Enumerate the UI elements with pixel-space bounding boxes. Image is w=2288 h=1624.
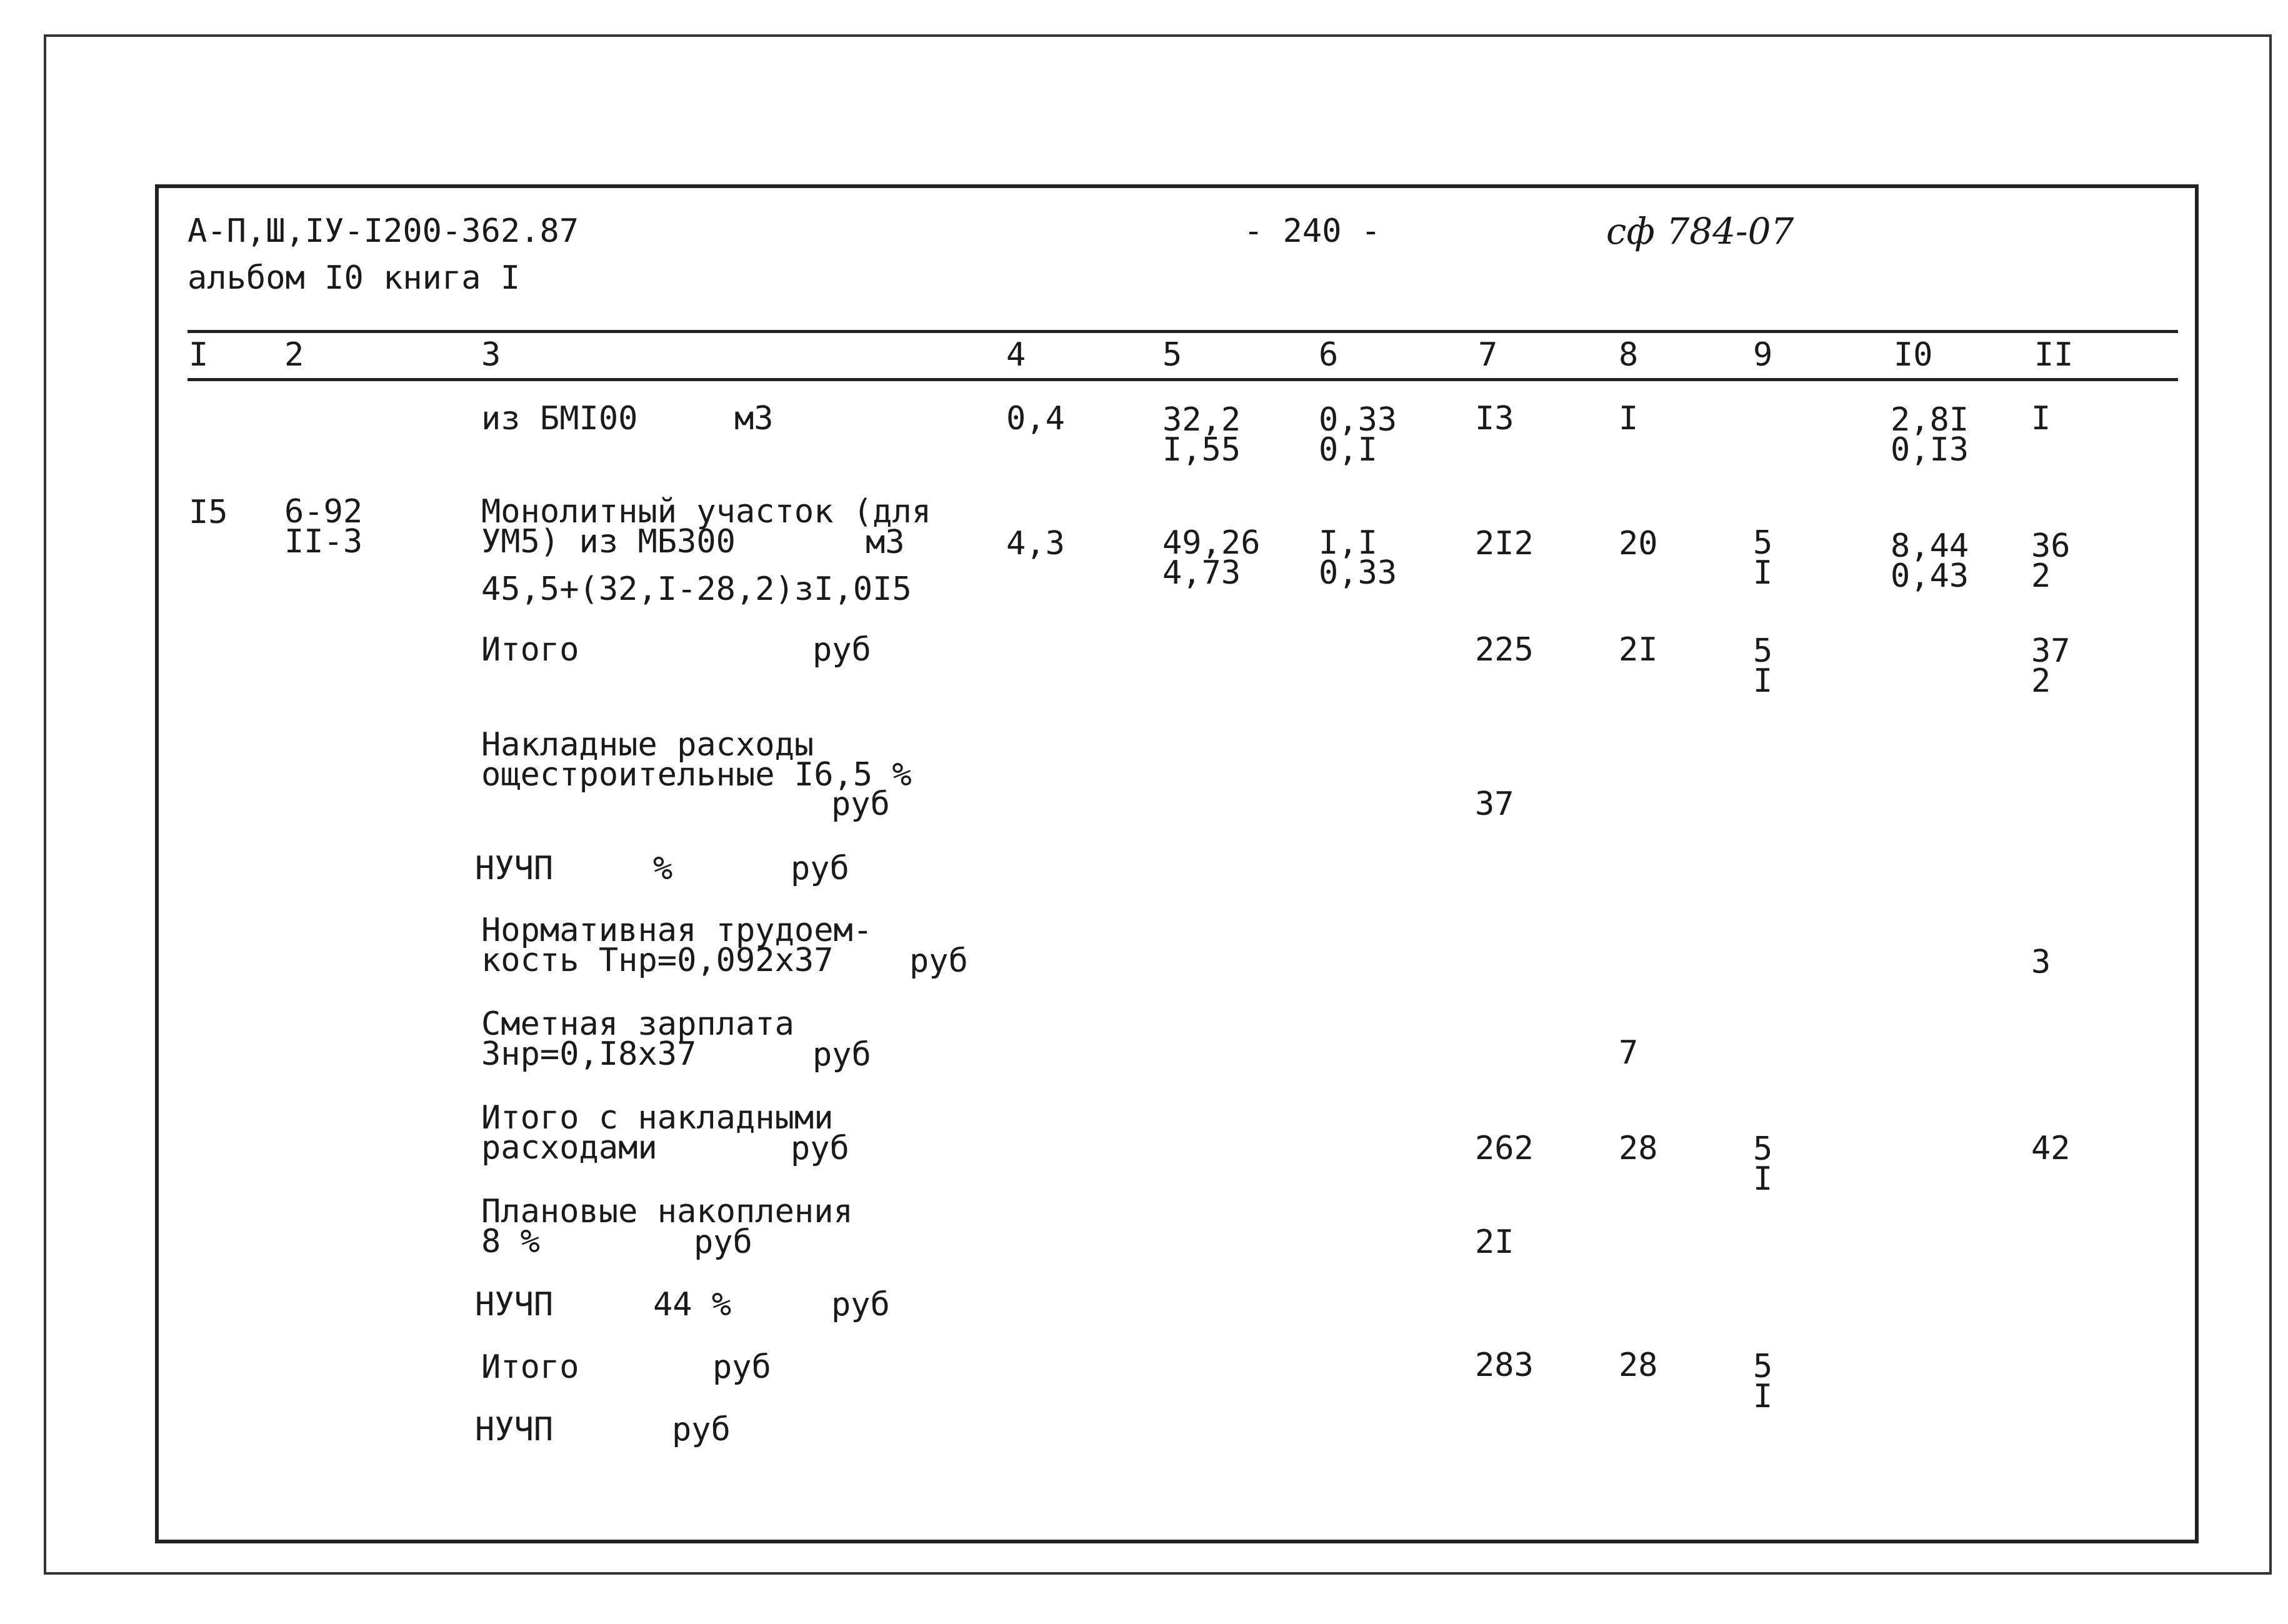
row1-col9-top: 5 (1753, 524, 1773, 562)
row6-desc (481, 1005, 794, 1073)
row8-unit: руб (694, 1223, 752, 1261)
row2-col9 (1753, 632, 1773, 700)
document-code: А-П,Ш,IУ-I200-362.87 (187, 212, 579, 250)
row6-desc-line1: Сметная зарплата (481, 1005, 794, 1043)
row1-desc (481, 493, 932, 561)
page-number: - 240 - (1244, 212, 1381, 250)
row7-desc (481, 1099, 834, 1167)
row2-col11 (2031, 632, 2071, 700)
row4-pct: % (653, 850, 673, 887)
col-header-5: 5 (1162, 336, 1182, 374)
row10-col9-bottom: I (1753, 1378, 1773, 1415)
row1-col9 (1753, 524, 1773, 592)
row7-col11: 42 (2031, 1130, 2071, 1167)
row0-col8: I (1619, 400, 1639, 437)
row2-unit: руб (812, 631, 871, 669)
row1-col6-bottom: 0,33 (1319, 554, 1397, 592)
row0-desc: из БМI00 (481, 400, 638, 437)
row0-col6-bottom: 0,I (1319, 431, 1377, 469)
row5-unit: руб (909, 942, 968, 980)
row3-unit: руб (831, 785, 890, 823)
row2-col9-bottom: I (1753, 662, 1773, 700)
handwritten-note: сф 784-07 (1606, 210, 1794, 252)
row0-col6 (1319, 401, 1397, 469)
row3-desc-line2: ощестроительные I6,5 % (481, 756, 912, 794)
col-header-2: 2 (284, 336, 304, 374)
row1-col7: 2I2 (1475, 525, 1534, 562)
row10-desc: Итого (481, 1348, 579, 1386)
row9-desc: НУЧП (475, 1286, 554, 1323)
row5-col11: 3 (2031, 944, 2051, 981)
col-header-6: 6 (1319, 336, 1339, 374)
row8-col7: 2I (1475, 1223, 1514, 1261)
row2-col11-top: 37 (2031, 632, 2071, 670)
row10-col9 (1753, 1348, 1773, 1415)
row11-desc: НУЧП (475, 1411, 554, 1448)
row1-col6-top: I,I (1319, 524, 1377, 562)
row1-col4: 4,3 (1006, 525, 1065, 562)
row7-col7: 262 (1475, 1130, 1534, 1167)
row7-col8: 28 (1619, 1130, 1658, 1167)
row7-desc-line1: Итого с накладными (481, 1099, 834, 1137)
row3-desc-line1: Накладные расходы (481, 726, 814, 764)
row3-col7: 37 (1475, 785, 1514, 823)
row4-unit: руб (791, 850, 849, 887)
row1-col10-top: 8,44 (1891, 527, 1969, 565)
row10-col8: 28 (1619, 1347, 1658, 1384)
row1-col11-bottom: 2 (2031, 557, 2051, 595)
row5-desc-line1: Нормативная трудоем- (481, 912, 873, 949)
row2-col9-top: 5 (1753, 632, 1773, 670)
row2-col7: 225 (1475, 631, 1534, 669)
row0-col5-bottom: I,55 (1162, 431, 1241, 469)
row0-col5 (1162, 401, 1241, 469)
row1-col11 (2031, 527, 2071, 595)
row1-unit: м3 (866, 524, 905, 561)
header-rule-top (187, 330, 2178, 333)
row0-col11: I (2031, 400, 2051, 437)
row1-col2-bottom: II-3 (284, 523, 363, 560)
col-header-9: 9 (1753, 336, 1773, 374)
header-rule-bottom (187, 378, 2178, 381)
row1-col1: I5 (189, 494, 228, 531)
row0-col5-top: 32,2 (1162, 401, 1241, 439)
row7-col9-bottom: I (1753, 1160, 1773, 1198)
row1-col8: 20 (1619, 525, 1658, 562)
row1-col2 (284, 493, 363, 560)
row8-desc (481, 1193, 853, 1261)
col-header-8: 8 (1619, 336, 1639, 374)
row9-pct: 44 % (653, 1286, 732, 1323)
row10-col9-top: 5 (1753, 1348, 1773, 1385)
row0-col10-bottom: 0,I3 (1891, 431, 1969, 469)
row8-desc-line2: 8 % (481, 1223, 540, 1260)
row4-desc: НУЧП (475, 850, 554, 887)
row1-col6 (1319, 524, 1397, 592)
row7-col9-top: 5 (1753, 1130, 1773, 1168)
row0-col10 (1891, 401, 1969, 469)
row0-col4: 0,4 (1006, 400, 1065, 437)
row7-col9 (1753, 1130, 1773, 1198)
row0-col7: I3 (1475, 400, 1514, 437)
row11-unit: руб (672, 1411, 731, 1448)
col-header-3: 3 (481, 336, 501, 374)
row7-desc-line2: расходами (481, 1129, 657, 1167)
row1-col5 (1162, 524, 1261, 592)
row1-desc-line2: УМ5) из МБ300 (481, 523, 736, 560)
row0-col6-top: 0,33 (1319, 401, 1397, 439)
row7-unit: руб (791, 1130, 849, 1167)
row2-desc: Итого (481, 631, 579, 669)
row1-col10-bottom: 0,43 (1891, 557, 1969, 595)
row1-col10 (1891, 527, 1969, 595)
row10-unit: руб (712, 1348, 771, 1386)
row1-col11-top: 36 (2031, 527, 2071, 565)
col-header-11: II (2034, 336, 2074, 374)
col-header-1: I (189, 336, 209, 374)
row5-desc (481, 912, 873, 979)
row10-col7: 283 (1475, 1347, 1534, 1384)
row1-desc-line1: Монолитный участок (для (481, 493, 932, 531)
row6-col8: 7 (1619, 1034, 1639, 1072)
row8-desc-line1: Плановые накопления (481, 1193, 853, 1230)
row6-desc-line2: Знр=0,I8х37 (481, 1035, 697, 1073)
row1-col5-top: 49,26 (1162, 524, 1261, 562)
inner-border (155, 184, 2199, 1543)
col-header-7: 7 (1478, 336, 1498, 374)
col-header-10: I0 (1894, 336, 1933, 374)
album-label: альбом I0 книга I (187, 259, 521, 297)
row1-col9-bottom: I (1753, 554, 1773, 592)
row5-desc-line2: кость Тнр=0,092х37 (481, 942, 834, 979)
row1-formula: 45,5+(32,I-28,2)зI,0I5 (481, 570, 912, 608)
row1-col5-bottom: 4,73 (1162, 554, 1241, 592)
row2-col11-bottom: 2 (2031, 662, 2051, 700)
row0-col10-top: 2,8I (1891, 401, 1969, 439)
row9-unit: руб (831, 1286, 890, 1323)
row3-desc (481, 726, 912, 794)
row0-unit: м3 (734, 400, 774, 437)
row2-col8: 2I (1619, 631, 1658, 669)
row6-unit: руб (812, 1036, 871, 1074)
col-header-4: 4 (1006, 336, 1026, 374)
row1-col2-top: 6-92 (284, 493, 363, 531)
